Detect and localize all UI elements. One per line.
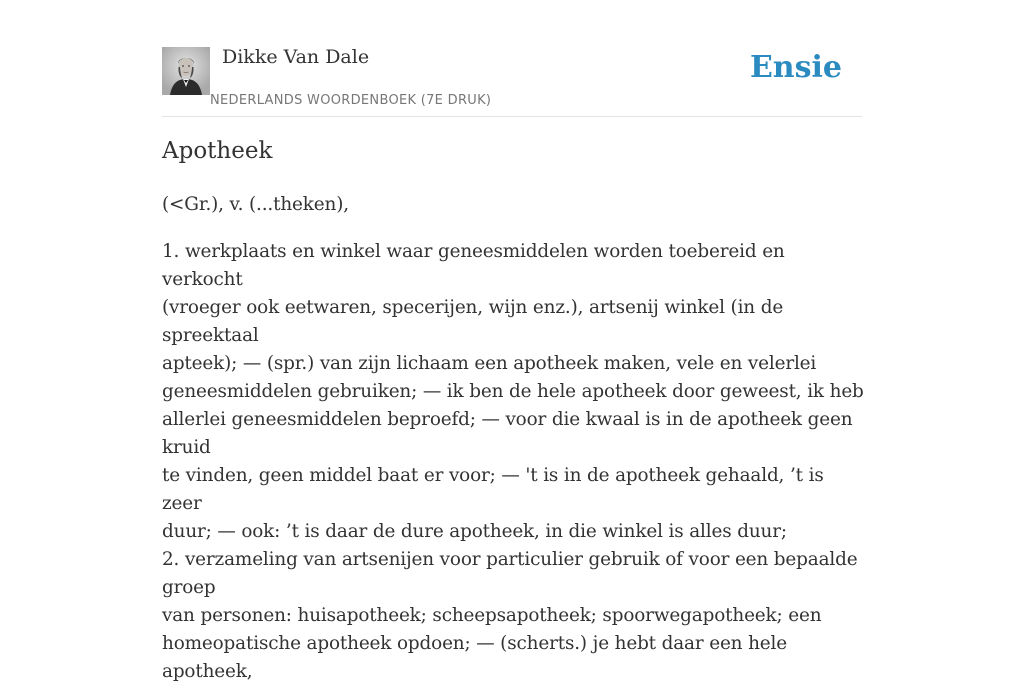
entry-definition-line: allerlei geneesmiddelen beproefd; — voor die kwaal is in de apotheek geen kruid — [162, 409, 853, 458]
entry-definition-line: 1. werkplaats en winkel waar geneesmiddelen worden toebereid en verkocht — [162, 241, 785, 290]
author-name[interactable]: Dikke Van Dale — [222, 46, 370, 68]
entry-definition-line: apteek); — (spr.) van zijn lichaam een apotheek maken, vele en velerlei — [162, 353, 817, 374]
entry-definition-line: (vroeger ook eetwaren, specerijen, wijn enz.), artsenij winkel (in de spreektaal — [162, 297, 784, 346]
entry-body — [162, 191, 867, 686]
entry-definition-line: van personen: huisapotheek; scheepsapotheek; spoorwegapotheek; een — [162, 605, 822, 626]
entry-definition-line: geneesmiddelen gebruiken; — ik ben de hele apotheek door geweest, ik heb — [162, 381, 864, 402]
portrait-photo-icon — [162, 47, 210, 95]
author-avatar[interactable] — [162, 47, 210, 95]
brand-logo-link[interactable]: Ensie — [749, 50, 842, 85]
entry-grammar: (<Gr.), v. (...theken), — [162, 194, 349, 215]
entry-definition-line: 2. verzameling van artsenijen voor particulier gebruik of voor een bepaalde groep — [162, 549, 858, 598]
entry-title: Apotheek — [162, 138, 273, 164]
entry-definition-line: duur; — ook: ’t is daar de dure apotheek, in die winkel is alles duur; — [162, 521, 787, 542]
entry-definition-line: te vinden, geen middel baat er voor; — 't is in de apotheek gehaald, ’t is zeer — [162, 465, 824, 514]
source-name[interactable]: NEDERLANDS WOORDENBOEK (7E DRUK) — [210, 93, 492, 108]
header — [162, 40, 862, 117]
entry-definition-line: homeopatische apotheek opdoen; — (scherts.) je hebt daar een hele apotheek, — [162, 633, 787, 682]
